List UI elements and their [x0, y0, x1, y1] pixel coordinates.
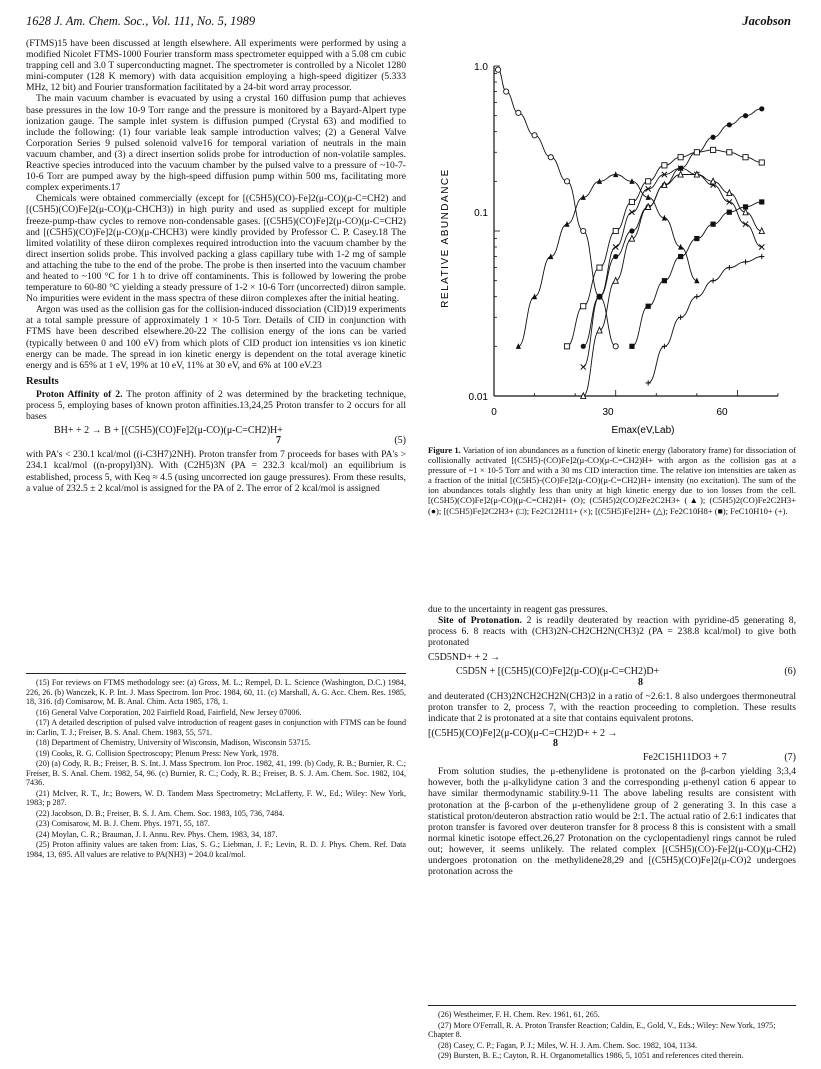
data-point	[532, 133, 537, 138]
figure-1	[428, 38, 796, 438]
data-point	[613, 254, 618, 259]
paragraph-solution-studies: From solution studies, the μ-ethenylidene is protonated on the β-carbon yielding 3;3,4 however, both the μ-alkylidyne cation 3 and the corresponding μ-ethenyl cation 6 appear to have similar thermodynamic stability.9-11 The above labeling results are consistent with protonation at the β-carbon of the μ-ethenylidene group of 2 generating 3. In this case a statistical proton/deuteron abstraction ratio would be 2:1. The actual ratio of 2.6:1 indicates that proton transfer is favored over deuteron transfer for 8 process 8 this is consistent with a small normal kinetic isotope effect.26,27 Protonation on the cyclopentadienyl rings cannot be ruled out; however, it seems unlikely. The related complex [(C5H5)(CO)-Fe]2(μ-CO)(μ-CH2) undergoes protonation on the methylidene28,29 and [(C5H5)(CO)Fe]2(μ-CO)2 undergoes protonation across the	[428, 766, 796, 878]
run-in-heading: Proton Affinity of 2.	[36, 388, 123, 400]
figure-caption	[428, 445, 796, 516]
footnote: (16) General Valve Corporation, 202 Fairfield Road, Fairfield, New Jersey 07006.	[36, 707, 302, 717]
data-point	[629, 344, 634, 349]
data-point	[613, 344, 618, 349]
abundance-chart	[428, 38, 796, 438]
data-point	[646, 304, 651, 309]
equation-7-label	[428, 738, 796, 749]
data-series	[564, 147, 764, 349]
paragraph-uncertainty: due to the uncertainty in reagent gas pressures.	[428, 604, 608, 615]
data-point	[710, 135, 715, 140]
equation-7b	[428, 752, 796, 763]
compound-label: 8	[638, 676, 643, 688]
data-point	[629, 228, 634, 233]
data-point	[581, 228, 586, 233]
footnote: (28) Casey, C. P.; Fagan, P. J.; Miles, W. H. J. Am. Chem. Soc. 1982, 104, 1134.	[438, 1040, 698, 1050]
series-line	[498, 70, 616, 347]
data-point	[662, 163, 667, 168]
data-series	[581, 106, 765, 349]
data-point	[516, 110, 521, 115]
y-tick-label: 1.0	[474, 62, 488, 73]
footnote: (22) Jacobson, D. B.; Freiser, B. S. J. Am. Chem. Soc. 1983, 105, 736, 7484.	[36, 808, 285, 818]
equation-6a	[428, 652, 796, 663]
paragraph-site	[428, 615, 796, 648]
equation-6-label	[428, 677, 796, 688]
data-point	[516, 343, 521, 349]
data-series	[646, 254, 765, 386]
series-line	[648, 257, 762, 383]
footnote: (15) For reviews on FTMS methodology see: (a) Gross, M. L.; Rempel, D. L. Science (Washington, D.C.) 1984, 226, 26. (b) Wanczek, K. P. Int. J. Mass Spectrom. Ion Proc. 1984, 60, 11. (c) Marshall, A. G. Acc. Chem. Res. 1985, 18, 316. (d) Comisarow, M. B. Anal. Chim. Acta 1985, 178, 1.	[26, 678, 406, 706]
data-point	[662, 278, 667, 283]
x-axis-label: Emax(eV,Lab)	[611, 425, 675, 436]
data-point	[564, 179, 569, 184]
equation-text: [(C5H5)(CO)Fe]2(μ-CO)(μ-C=CH2)D+ + 2 →	[428, 727, 618, 739]
data-point	[564, 344, 569, 349]
footnotes-right	[428, 1005, 796, 1062]
equation-text: Fe2C15H11DO3 + 7	[643, 752, 727, 764]
run-in-heading: Site of Protonation.	[438, 615, 522, 627]
equation-5-labels	[26, 435, 406, 446]
author-name: Jacobson	[742, 14, 791, 28]
paragraph-pa-results: with PA's < 230.1 kcal/mol ((i-C3H7)2NH). Proton transfer from 7 proceeds for bases with PA's > 234.1 kcal/mol ((n-propyl)3N). With (C2H5)3N (PA = 232.3 kcal/mol) an equilibrium is established, process 5, with Keq ≈ 4.5 (using uncorrected ion gauge pressures). From these results, a value of 232.5 ± 2 kcal/mol is assigned for the PA of 2. The error of 2 kcal/mol is assigned	[26, 449, 406, 494]
data-series	[581, 171, 765, 398]
results-heading: Results	[26, 375, 59, 387]
data-point	[710, 222, 715, 227]
data-point	[629, 199, 634, 204]
journal-citation: 1628 J. Am. Chem. Soc., Vol. 111, No. 5, 1989	[26, 14, 256, 28]
footnote: (20) (a) Cody, R. B.; Freiser, B. S. Int. J. Mass Spectrom. Ion Proc. 1982, 41, 199. (b) Cody, R. B.; Burnier, R. C.; Freiser, B. S. Anal. Chem. 1982, 54, 96. (c) Burnier, R. C.; Cody, R. B.; Freiser, B. S. J. Am. Chem. Soc. 1982, 104, 7436.	[26, 759, 406, 787]
data-point	[597, 265, 602, 270]
series-line	[567, 150, 762, 346]
data-point	[613, 171, 618, 177]
left-column	[26, 38, 406, 494]
footnote: (24) Moylan, C. R.; Brauman, J. I. Annu. Rev. Phys. Chem. 1983, 34, 187.	[36, 829, 278, 839]
paragraph-proton-affinity	[26, 389, 406, 422]
data-point	[597, 327, 602, 333]
paragraph-deuterated: and deuterated (CH3)2NCH2CH2N(CH3)2 in a ratio of ~2.6:1. 8 also undergoes thermoneutral proton transfer to 2, process 7, with the reaction proceeding to completion. These results indicate that 2 is protonated at a site that contains equivalent protons.	[428, 690, 796, 724]
series-line	[583, 109, 762, 346]
data-point	[548, 155, 553, 160]
caption-text: Variation of ion abundances as a function of kinetic energy (laboratory frame) for dissociation of collisionally activated [(C5H5)-(CO)Fe]2(μ-CO)(μ-C=CH2)H+ with argon as the collision gas at a pressure of ~1 × 10-5 Torr and with a 30 ms CID interaction time. The relative ion intensities are taken as a fraction of the initial [(C5H5)-(CO)Fe]2(μ-CO)(μ-C=CH2)H+ intensity (no excitation). The sum of the ion abundances totals slightly less than unity at high kinetic energy due to ion losses from the cell. [(C5H5)(CO)Fe]2(μ-CO)(μ-C=CH2)H+ (O); (C5H5)2(CO)2Fe2C2H3+ (▲); (C5H5)2(CO)Fe2C2H3+ (●); [(C5H5)Fe]2C2H3+ (□); Fe2C12H11+ (×); [(C5H5)Fe]2H+ (△); Fe2C10H8+ (■); FeC10H10+ (+).	[428, 445, 796, 516]
y-axis-label: RELATIVE ABUNDANCE	[440, 168, 451, 308]
caption-label: Figure 1.	[428, 445, 461, 455]
paragraph-argon: Argon was used as the collision gas for the collision-induced dissociation (CID)19 experiments at a total sample pressure of approximately 1 × 10-5 Torr. Details of CID in conjunction with FTMS have been described elsewhere.20-22 The collision energy of the ions can be varied (typically between 0 and 100 eV) from which plots of CID product ion intensities vs ion kinetic energy can be made. The spread in ion kinetic energy is dependent on the total average kinetic energy and is 65% at 1 eV, 19% at 10 eV, 11% at 30 eV, and 6% at 100 eV.23	[26, 304, 406, 371]
data-point	[743, 155, 748, 160]
data-point	[743, 204, 748, 209]
equation-text: C5D5ND+ + 2 →	[428, 652, 501, 664]
paragraph-vacuum: The main vacuum chamber is evacuated by using a crystal 160 diffusion pump that achieves base pressures in the low 10-9 Torr range and the pressure is monitored by a Bayard-Alpert type ionization gauge. The sample inlet system is diffusion pumped (Crystal 63) and modified to include the following: (1) four variable leak sample introduction valves; (2) a General Valve Corporation Series 9 pulsed solenoid valve16 for temporal variation of neutrals in the main vacuum chamber, and (3) a direct insertion solids probe for introduction of non-volatile samples. Reactive species introduced into the vacuum chamber by the pulsed valve to a pressure of ~10-7-10-6 Torr are pumped away by the high-speed diffusion pump within 500 ms, facilitating more complex experiments.17	[26, 93, 406, 194]
data-point	[646, 179, 651, 184]
compound-label: 8	[553, 738, 558, 750]
y-tick-label: 0.1	[474, 208, 488, 219]
equation-text: C5D5N + [(C5H5)(CO)Fe]2(μ-CO)(μ-C=CH2)D+	[456, 666, 660, 678]
footnote: (21) McIver, R. T., Jr.; Bowers, W. D. Tandem Mass Spectrometry; McLafferty, F. W., Ed.; Wiley: New York, 1983; p 287.	[26, 788, 406, 807]
data-point	[581, 344, 586, 349]
data-series	[495, 67, 618, 349]
data-point	[495, 67, 500, 72]
data-point	[759, 199, 764, 204]
equation-text: BH+ + 2 → B + [(C5H5)(CO)Fe]2(μ-CO)(μ-C=CH2)H+	[54, 425, 283, 437]
x-tick-label: 60	[716, 407, 728, 418]
paragraph-chemicals: Chemicals were obtained commercially (except for [(C5H5)(CO)-Fe]2(μ-CO)(μ-C=CH2) and [(C5H5)(CO)Fe]2(μ-CO)(μ-CHCH3)) in high purity and used as supplied except for multiple freeze-pump-thaw cycles to remove non-condensable gases. [(C5H5)(CO)Fe]2(μ-CO)(μ-C=CH2) and [(C5H5)(CO)Fe]2(μ-CO)(μ-CHCH3) were kindly provided by Professor C. P. Casey.18 The limited volatility of these diiron complexes required introduction into the vacuum chamber by the direct insertion solids probe. This involved packing a glass capillary tube with 1-2 mg of sample and attaching the tube to the end of the probe. The probe is then inserted into the vacuum chamber and heated to ~100 °C for 1 h to drive off contaminents. This is followed by lowering the probe temperature to 60-80 °C yielding a steady pressure of 1-2 × 10-6 Torr (uncorrected) diiron sample. No impurities were evident in the mass spectra of these diiron complexes after the initial heating.	[26, 193, 406, 305]
series-line	[632, 202, 762, 346]
y-tick-label: 0.01	[468, 392, 488, 403]
right-column	[428, 604, 796, 877]
data-point	[727, 150, 732, 155]
data-point	[759, 106, 764, 111]
footnote: (19) Cooks, R. G. Collision Spectroscopy; Plenum Press: New York, 1978.	[36, 748, 279, 758]
paragraph-text: The proton affinity of 2 was determined by the bracketing technique, process 5, employing bases of known proton affinities.13,24,25 Proton transfer to 2 occurs for all bases	[26, 388, 407, 423]
paragraph-ftms: (FTMS)15 have been discussed at length elsewhere. All experiments were performed by using a modified Nicolet FTMS-1000 Fourier transform mass spectrometer equipped with a 5.08 cm cubic trapping cell and 3.0 T superconducting magnet. The spectrometer is controlled by a Nicolet 1280 mini-computer (128 K memory) with data acquisition employing a high-speed digitizer (5.333 MHz, 12 bit) and Fourier transformation facilitated by a 24-bit word array processor.	[26, 38, 406, 94]
footnote: (25) Proton affinity values are taken from: Lias, S. G.; Liebman, J. F.; Levin, R. D. J. Phys. Chem. Ref. Data 1984, 13, 695. All values are relative to PA(NH3) = 204.0 kcal/mol.	[26, 840, 406, 859]
data-point	[710, 147, 715, 152]
footnotes-left	[26, 673, 406, 860]
footnote: (27) More O'Ferrall, R. A. Proton Transfer Reaction; Caldin, E., Gold, V., Eds.; Wiley: New York, 1975; Chapter 8.	[428, 1020, 776, 1039]
footnote: (23) Comisarow, M. B. J. Chem. Phys. 1971, 55, 187.	[36, 819, 210, 828]
data-point	[678, 155, 683, 160]
footnote: (17) A detailed description of pulsed valve introduction of reagent gases in conjunction with FTMS can be found in: Carlin, T. J.; Freiser, B. S. Anal. Chem. 1983, 55, 571.	[26, 718, 406, 737]
compound-label: 7	[276, 435, 281, 447]
running-header	[26, 14, 791, 32]
data-point	[694, 236, 699, 241]
data-point	[727, 210, 732, 215]
footnote: (18) Department of Chemistry, University of Wisconsin, Madison, Wisconsin 53715.	[36, 738, 311, 747]
x-tick-label: 30	[602, 407, 614, 418]
data-point	[727, 122, 732, 127]
equation-number: (5)	[394, 435, 406, 447]
footnote: (26) Westheimer, F. H. Chem. Rev. 1961, 61, 265.	[438, 1010, 600, 1019]
data-point	[581, 304, 586, 309]
paragraph-text: 2 is readily deuterated by reaction with pyridine-d5 generating 8, process 6. 8 reacts with (CH3)2N-CH2CH2N(CH3)2 (PA = 238.8 kcal/mol) to give both protonated	[428, 615, 796, 649]
data-point	[759, 160, 764, 165]
x-tick-label: 0	[491, 407, 497, 418]
equation-number: (6)	[784, 666, 796, 678]
data-point	[678, 254, 683, 259]
equation-number: (7)	[784, 752, 796, 764]
data-series	[629, 199, 764, 349]
data-point	[504, 89, 509, 94]
data-point	[613, 228, 618, 233]
data-point	[694, 150, 699, 155]
footnote: (29) Bursten, B. E.; Cayton, R. H. Organometallics 1986, 5, 1051 and references cited therein.	[438, 1051, 744, 1060]
data-point	[743, 113, 748, 118]
